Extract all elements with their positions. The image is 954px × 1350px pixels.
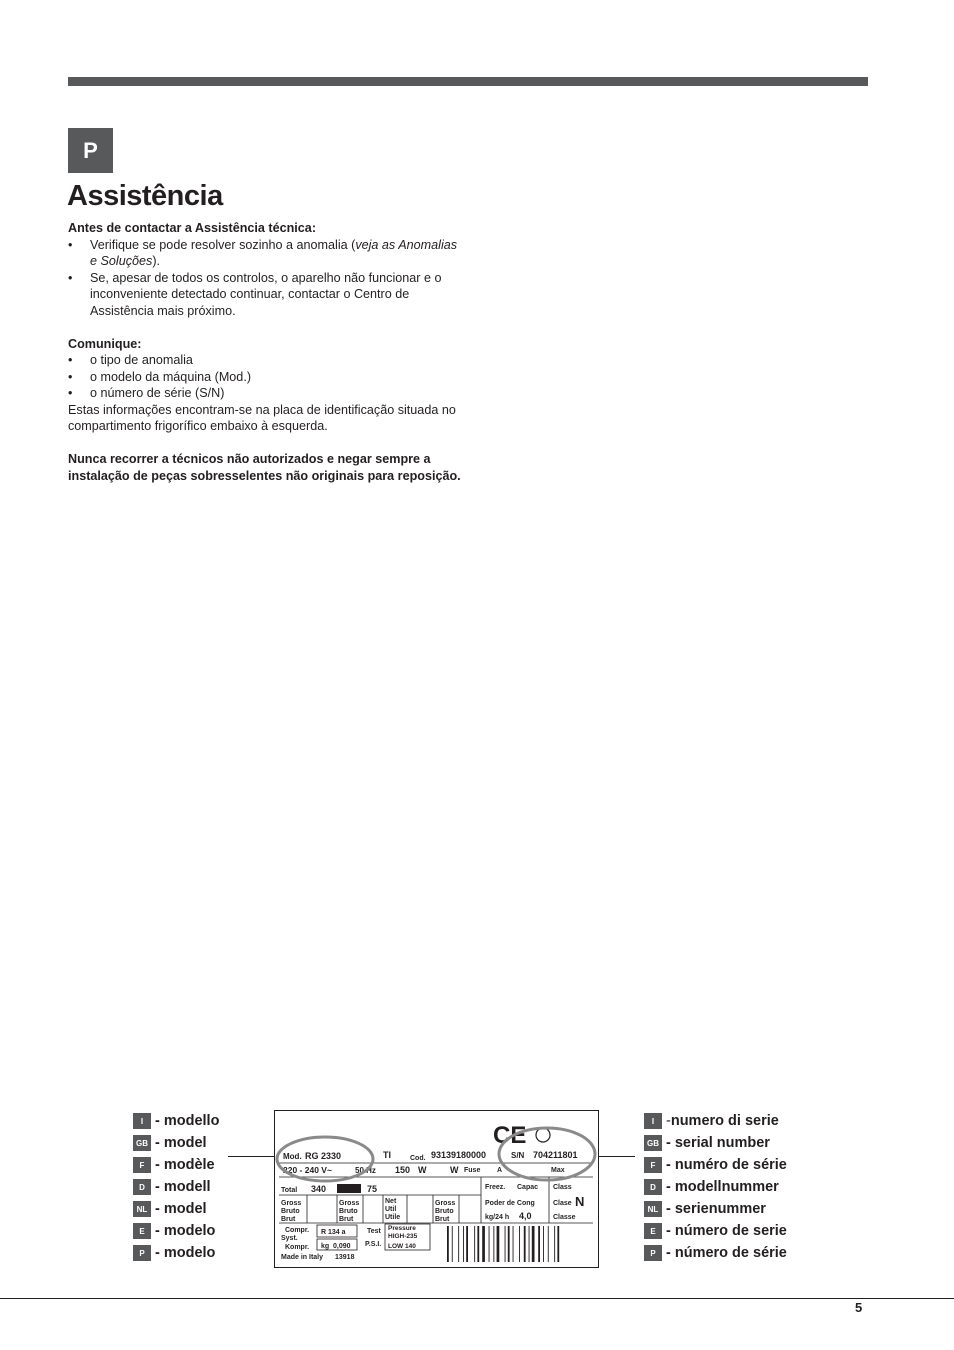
svg-text:Pressure: Pressure [388,1225,416,1232]
language-code: NL [644,1201,662,1217]
language-code: E [644,1223,662,1239]
section2-list [68,352,463,402]
svg-text:Total: Total [281,1187,298,1194]
svg-text:Test: Test [367,1228,381,1235]
star-rating-icon [337,1184,361,1193]
serial-legend [644,1110,787,1264]
svg-text:TI: TI [383,1150,391,1160]
legend-row: NL - model [133,1198,219,1220]
svg-text:Util: Util [385,1206,397,1213]
svg-text:Bruto: Bruto [435,1208,454,1215]
language-badge: P [68,128,113,173]
svg-text:704211801: 704211801 [533,1150,578,1160]
svg-text:LOW 140: LOW 140 [388,1243,416,1250]
svg-text:4,0: 4,0 [519,1211,532,1221]
svg-text:13918: 13918 [335,1254,355,1261]
page-title: Assistência [67,180,223,212]
legend-row: E - número de serie [644,1220,787,1242]
bullet: • [68,237,73,252]
svg-text:W: W [450,1165,459,1175]
top-rule [68,77,868,86]
svg-text:RG 2330: RG 2330 [305,1151,342,1161]
list-item: • Verifique se pode resolver sozinho a anomalia (veja as Anomalias e Soluções). [68,237,458,268]
list-item: • o tipo de anomalia [68,353,193,367]
svg-text:Gross: Gross [281,1200,302,1207]
legend-row: I - modello [133,1110,219,1132]
list-item: • o número de série (S/N) [68,386,225,400]
svg-text:75: 75 [367,1184,378,1194]
section2-note: Estas informações encontram-se na placa de identificação situada no compartimento frigorífico embaixo à esquerda. [68,402,456,433]
language-code: I [644,1113,662,1129]
language-code: P [644,1245,662,1261]
svg-text:Brut: Brut [435,1216,450,1223]
svg-text:S/N: S/N [511,1151,525,1160]
language-code: P [133,1245,151,1261]
svg-text:N: N [575,1194,585,1209]
model-legend [133,1110,219,1264]
svg-text:Capac: Capac [517,1184,539,1191]
page-number: 5 [855,1300,863,1315]
svg-text:Mod.: Mod. [283,1152,302,1161]
svg-text:0,090: 0,090 [333,1243,351,1250]
rating-plate [274,1110,599,1268]
svg-text:A: A [497,1167,503,1174]
legend-row: P - número de série [644,1242,787,1264]
legend-row: D - modellnummer [644,1176,787,1198]
legend-row: I - numero di serie [644,1110,787,1132]
language-code: F [644,1157,662,1173]
language-code: I [133,1113,151,1129]
svg-text:Classe: Classe [553,1214,576,1221]
svg-text:220 - 240 V~: 220 - 240 V~ [283,1165,332,1175]
svg-text:W: W [418,1165,427,1175]
svg-text:Kompr.: Kompr. [285,1244,310,1251]
svg-text:Brut: Brut [339,1216,354,1223]
svg-text:HIGH-235: HIGH-235 [388,1233,418,1240]
svg-text:Poder de Cong: Poder de Cong [485,1200,535,1207]
svg-text:50 Hz: 50 Hz [355,1166,376,1175]
svg-text:Bruto: Bruto [339,1208,358,1215]
list-item: • o modelo da máquina (Mod.) [68,369,252,384]
language-code: GB [133,1135,151,1151]
svg-text:P.S.I.: P.S.I. [365,1241,382,1248]
svg-text:93139180000: 93139180000 [431,1150,487,1160]
svg-text:Max: Max [551,1167,565,1174]
legend-row: F - numéro de série [644,1154,787,1176]
svg-text:340: 340 [311,1184,327,1194]
barcode-icon [447,1226,559,1262]
svg-text:Clase: Clase [553,1200,572,1207]
legend-row: GB - model [133,1132,219,1154]
bullet: • [68,270,73,285]
rating-plate-drawing [275,1111,598,1267]
warning-text: Nunca recorrer a técnicos não autorizados e negar sempre a instalação de peças sobresselentes não originais para reposição. [68,452,461,483]
svg-text:Made in Italy: Made in Italy [281,1254,324,1261]
legend-row: GB - serial number [644,1132,787,1154]
language-code: F [133,1157,151,1173]
legend-row: P - modelo [133,1242,219,1264]
language-code: GB [644,1135,662,1151]
svg-text:Brut: Brut [281,1216,296,1223]
language-code: D [644,1179,662,1195]
ce-mark: CE [493,1122,527,1149]
svg-text:kg: kg [321,1243,330,1250]
svg-text:Utile: Utile [385,1214,401,1221]
section1-list [68,237,463,320]
svg-text:kg/24 h: kg/24 h [485,1214,510,1221]
language-code: E [133,1223,151,1239]
svg-text:Gross: Gross [435,1200,456,1207]
svg-text:Net: Net [385,1198,397,1205]
main-text [68,220,463,484]
legend-row: F - modèle [133,1154,219,1176]
svg-text:Syst.: Syst. [281,1235,298,1242]
language-code: D [133,1179,151,1195]
section2-heading: Comunique: [68,336,142,351]
legend-row: D - modell [133,1176,219,1198]
footer-rule [0,1298,954,1299]
language-code: NL [133,1201,151,1217]
svg-text:Compr.: Compr. [285,1227,310,1234]
svg-text:Freez.: Freez. [485,1184,506,1191]
section1-heading: Antes de contactar a Assistência técnica: [68,221,317,235]
svg-text:R 134 a: R 134 a [321,1229,346,1236]
legend-row: NL - serienummer [644,1198,787,1220]
svg-text:Gross: Gross [339,1200,360,1207]
approval-icon [536,1128,550,1142]
svg-text:Bruto: Bruto [281,1208,300,1215]
connector-line-left [228,1156,276,1157]
legend-row: E - modelo [133,1220,219,1242]
list-item: • Se, apesar de todos os controlos, o aparelho não funcionar e o inconveniente detectado continuar, contactar o Centro de Assistência mais próximo. [68,270,442,318]
svg-text:Class: Class [553,1184,572,1191]
svg-text:Cod.: Cod. [410,1155,426,1162]
svg-text:Fuse: Fuse [464,1167,481,1174]
svg-text:150: 150 [395,1165,411,1175]
